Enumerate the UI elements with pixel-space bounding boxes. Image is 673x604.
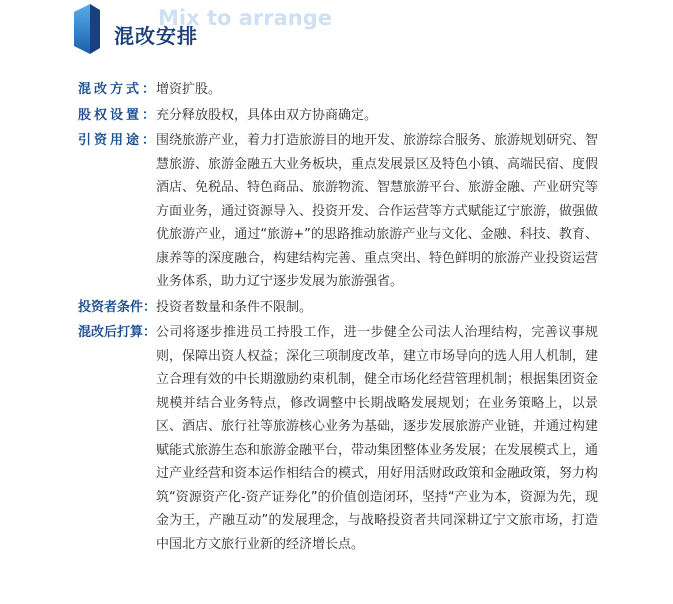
section-label-equity: 股权设置： [78, 107, 159, 123]
section-value-funds-use: 围绕旅游产业，着力打造旅游目的地开发、旅游综合服务、旅游规划研究、智慧旅游、旅游金融五大业务板块，重点发展景区及特色小镇、高端民宿、度假酒店、免税品、特色商品、旅游物流、智慧旅游平台、旅游金融、产业研究等方面业务，通过资源导入、投资开发、合作运营等方式赋能辽宁旅游，做强做优旅游产业，通过“旅游+”的思路推动旅游产业与文化、金融、科技、教育、康养等的深度融合，构建结构完善、重点突出、特色鲜明的旅游产业投资运营业务体系，助力辽宁逐步发展为旅游强省。 [156, 133, 599, 289]
section-value-equity: 充分释放股权，具体由双方协商确定。 [156, 107, 378, 123]
section-value-post-reform-plan: 公司将逐步推进员工持股工作，进一步健全公司法人治理结构，完善议事规则，保障出资人权益；深化三项制度改革，建立市场导向的选人用人机制，建立合理有效的中长期激励约束机制，健全市场化经营管理机制；根据集团资金规模并结合业务特点，修改调整中长期战略发展规划；在业务策略上，以景区、酒店、旅行社等旅游核心业务为基础，逐步发展旅游产业链，并通过构建赋能式旅游生态和旅游金融平台，带动集团整体业务发展；在发展模式上，通过产业经营和资本运作相结合的模式，用好用活财政政策和金融政策，努力构筑“资源资产化-资产证券化”的价值创造闭环，坚持“产业为本，资源为先，现金为王，产融互动”的发展理念，与战略投资者共同深耕辽宁文旅市场，打造中国北方文旅行业新的经济增长点。 [156, 325, 599, 552]
section-value-method: 增资扩股。 [156, 82, 222, 97]
section-label-investor-conditions: 投资者条件： [78, 299, 157, 315]
section-label-method: 混改方式： [78, 82, 159, 97]
section-label-post-reform-plan: 混改后打算： [78, 325, 157, 340]
section-header [74, 4, 594, 54]
section-row [78, 129, 598, 294]
section-row [78, 296, 598, 320]
header-subtitle-watermark: Mix to arrange [158, 6, 333, 30]
content-body [78, 78, 598, 558]
page-title: 混改安排 [114, 24, 198, 48]
section-label-funds-use: 引资用途： [78, 133, 159, 148]
section-row [78, 104, 598, 128]
section-value-investor-conditions: 投资者数量和条件不限制。 [156, 299, 313, 315]
section-row [78, 78, 598, 102]
header-accent-bar [74, 4, 102, 54]
section-row [78, 321, 598, 556]
